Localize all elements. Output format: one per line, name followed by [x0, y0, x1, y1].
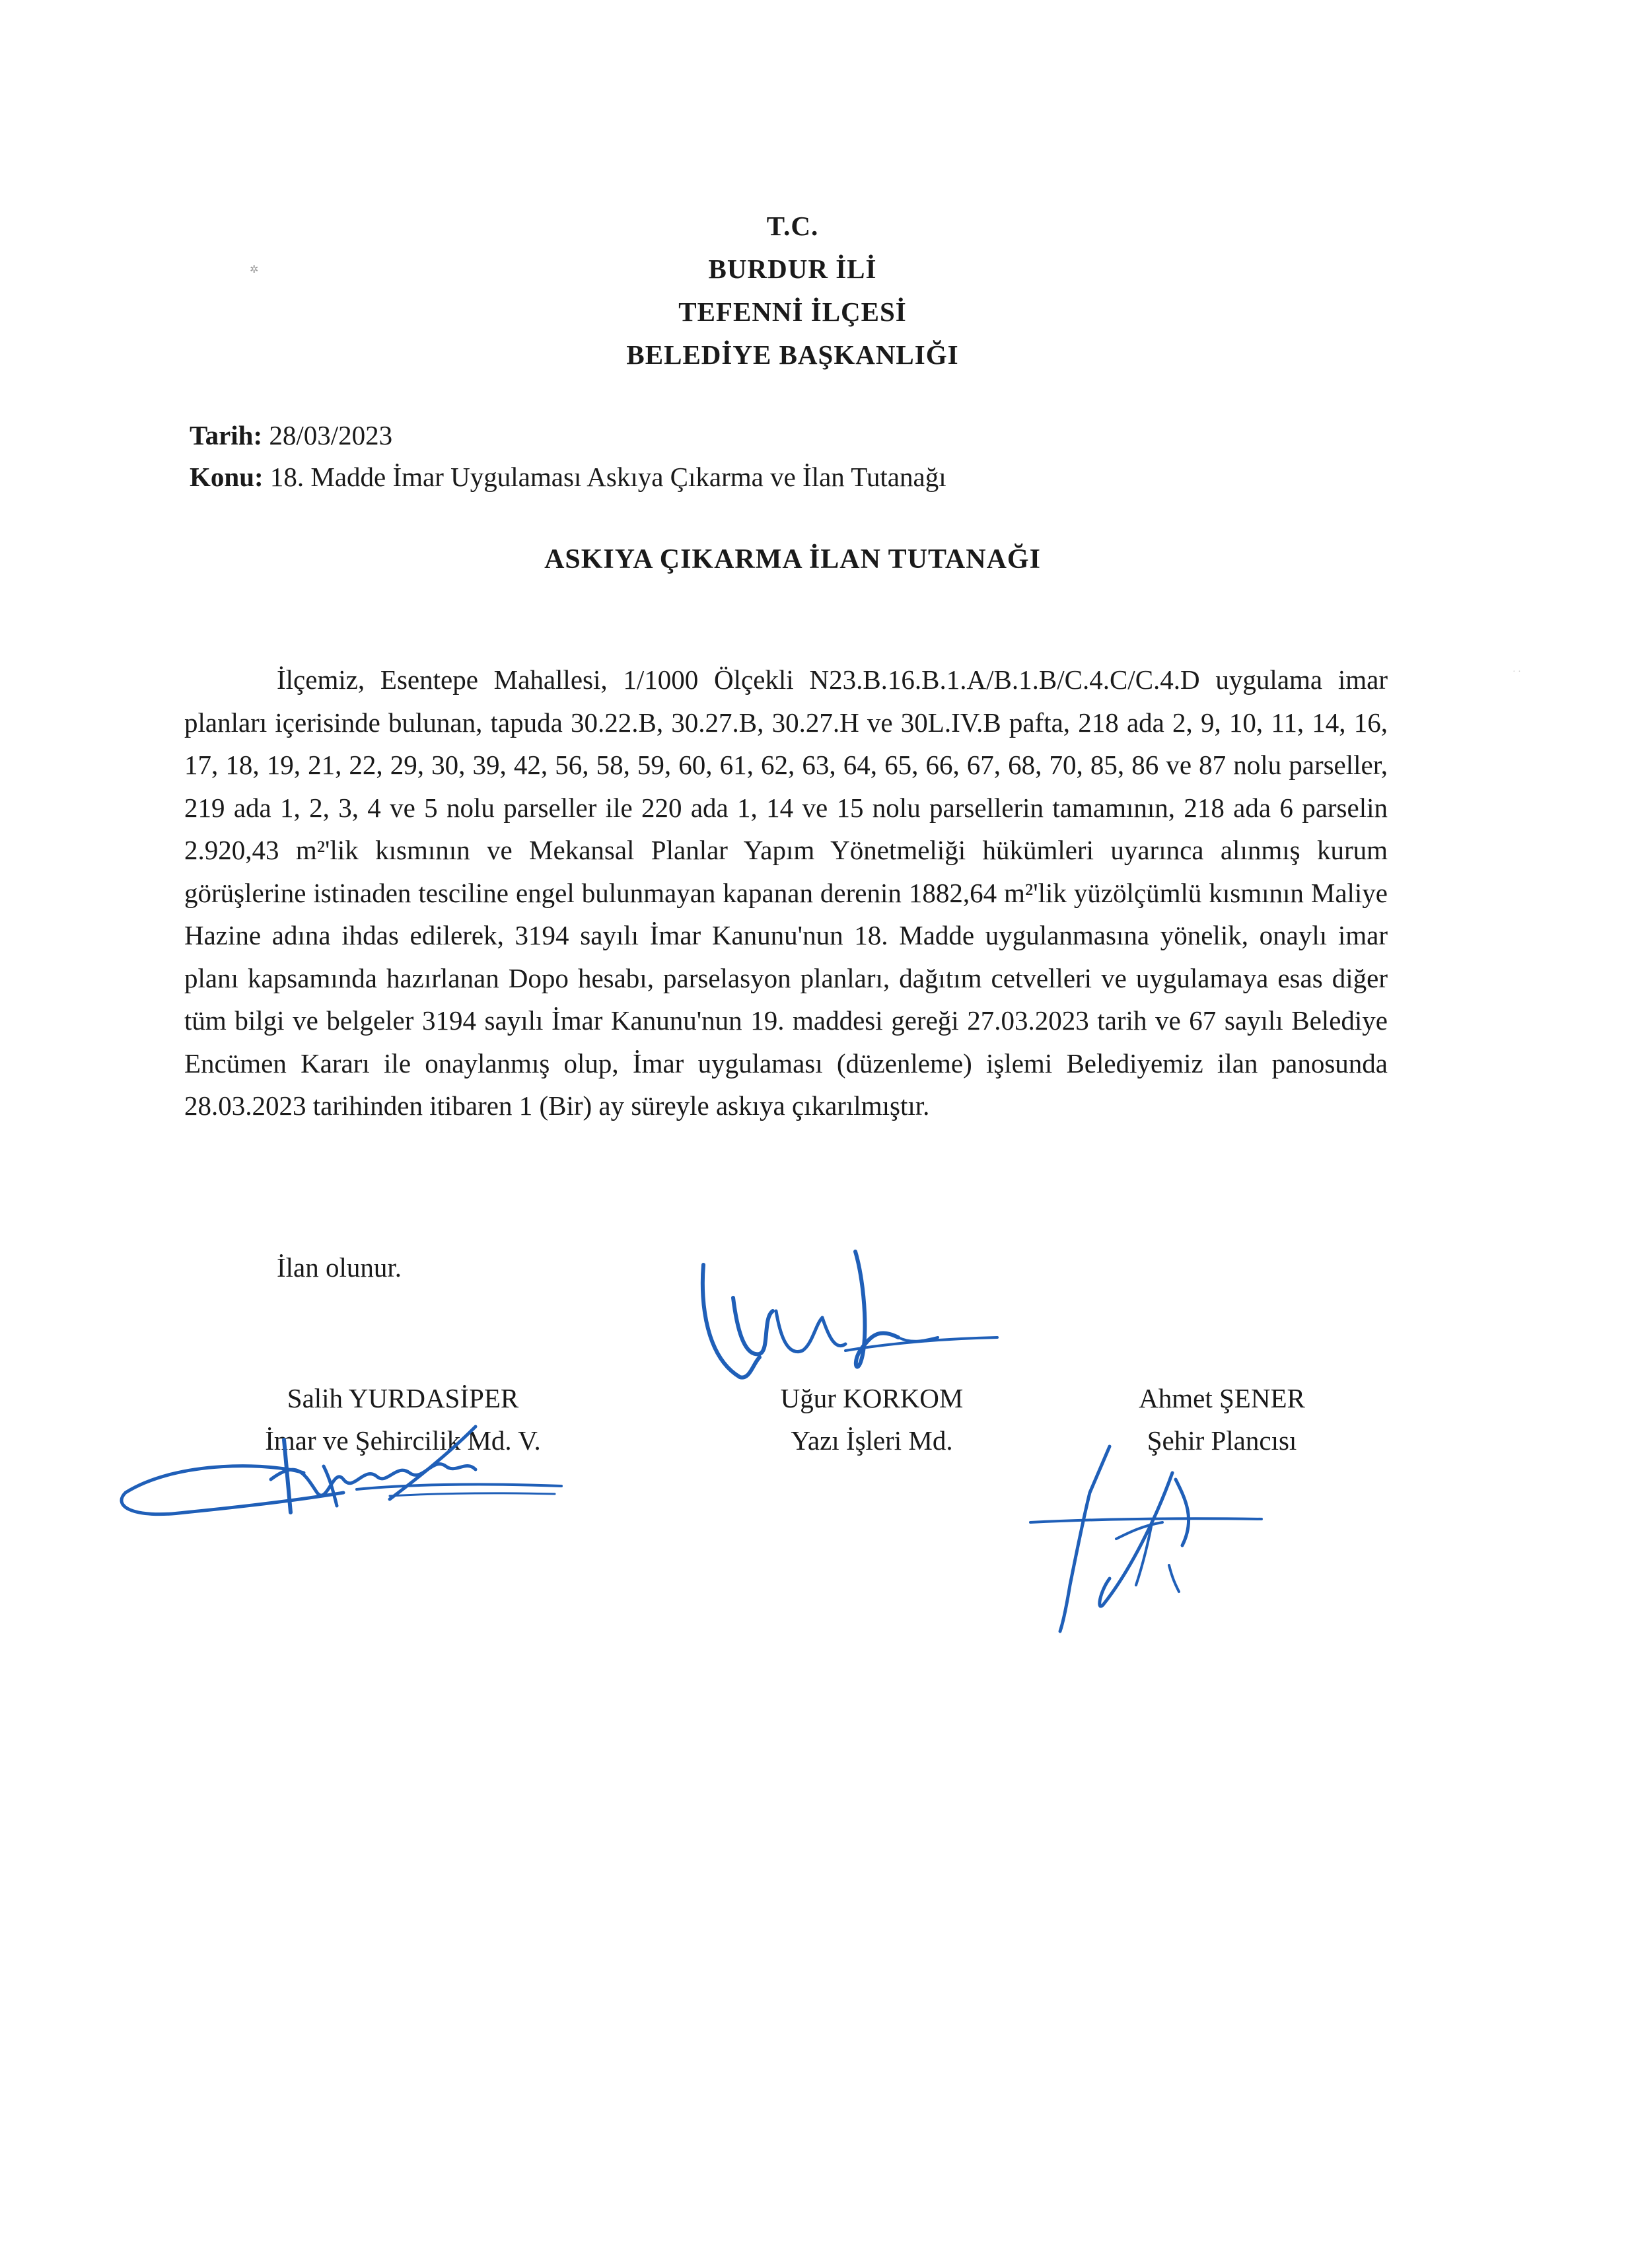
document-title: ASKIYA ÇIKARMA İLAN TUTANAĞI: [544, 544, 1041, 575]
subject-value: 18. Madde İmar Uygulaması Askıya Çıkarma ve İlan Tutanağı: [269, 462, 946, 492]
subject-label: Konu:: [190, 462, 264, 492]
signatory-name: Ahmet ŞENER: [1139, 1383, 1305, 1413]
scan-dot: · ·: [1513, 667, 1521, 677]
header-line-province: BURDUR İLİ: [708, 254, 877, 284]
header-line-tc: T.C.: [766, 211, 819, 241]
header-line-municipality: BELEDİYE BAŞKANLIĞI: [626, 339, 959, 370]
signatory-title: Yazı İşleri Md.: [791, 1425, 953, 1456]
document-meta: [190, 415, 946, 498]
institution-header: [0, 205, 1585, 376]
signatory-name: Salih YURDASİPER: [287, 1383, 519, 1413]
date-value: 28/03/2023: [269, 420, 393, 450]
scan-speck: ✲: [250, 264, 259, 275]
signatory-name: Uğur KORKOM: [780, 1383, 964, 1413]
signatory-title: Şehir Plancısı: [1147, 1425, 1297, 1456]
body-paragraph: İlçemiz, Esentepe Mahallesi, 1/1000 Ölçekli N23.B.16.B.1.A/B.1.B/C.4.C/C.4.D uygulama imar planları içerisinde bulunan, tapuda 30.22.B, 30.27.B, 30.27.H ve 30L.IV.B pafta, 218 ada 2, 9, 10, 11, 14, 16, 17, 18, 19, 21, 22, 29, 30, 39, 42, 56, 58, 59, 60, 61, 62, 63, 64, 65, 66, 67, 68, 70, 85, 86 ve 87 nolu parseller, 219 ada 1, 2, 3, 4 ve 5 nolu parseller ile 220 ada 1, 14 ve 15 nolu parsellerin tamamının, 218 ada 6 parselin 2.920,43 m²'lik kısmının ve Mekansal Planlar Yapım Yönetmeliği hükümleri uyarınca alınmış kurum görüşlerine istinaden tesciline engel bulunmayan kapanan derenin 1882,64 m²'lik yüzölçümlü kısmının Maliye Hazine adına ihdas edilerek, 3194 sayılı İmar Kanunu'nun 18. Madde uygulanmasına yönelik, onaylı imar planı kapsamında hazırlanan Dopo hesabı, parselasyon planları, dağıtım cetvelleri ve uygulamaya esas diğer tüm bilgi ve belgeler 3194 sayılı İmar Kanunu'nun 19. maddesi gereği 27.03.2023 tarih ve 67 sayılı Belediye Encümen Kararı ile onaylanmış olup, İmar uygulaması (düzenleme) işlemi Belediyemiz ilan panosunda 28.03.2023 tarihinden itibaren 1 (Bir) ay süreyle askıya çıkarılmıştır.: [184, 664, 1388, 1121]
closing-line: İlan olunur.: [277, 1252, 402, 1283]
handwritten-signature-1: [106, 1400, 581, 1532]
subject-row: [190, 456, 946, 498]
signatory-title: İmar ve Şehircilik Md. V.: [265, 1425, 541, 1456]
handwritten-signature-3: [1030, 1387, 1281, 1638]
handwritten-signature-2: [687, 1245, 1004, 1397]
date-row: [190, 415, 946, 456]
header-line-district: TEFENNİ İLÇESİ: [678, 297, 907, 327]
date-label: Tarih:: [190, 420, 263, 450]
